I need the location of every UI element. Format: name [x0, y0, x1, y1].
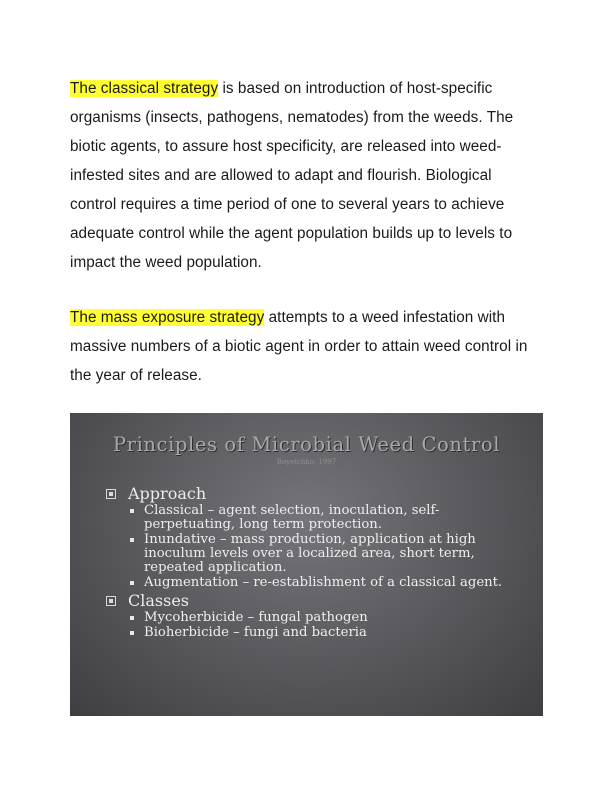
bullet-icon [130, 538, 134, 542]
section-heading-approach [106, 485, 526, 503]
list-item-text: Mycoherbicide – fungal pathogen [144, 610, 368, 625]
slide-image [70, 413, 543, 716]
square-bullet-icon [106, 596, 116, 606]
classical-strategy-text: is based on introduction of host-specific organisms (insects, pathogens, nematodes) from the weeds. The biotic agents, to assure host specificity, are released into weed-infested sites and are allowed to adapt and flourish. Biological control requires a time period of one to several years to achieve adequate control while the agent population builds up to levels to impact the weed population. [70, 80, 514, 271]
list-item-text: Augmentation – re-establishment of a classical agent. [144, 575, 503, 590]
list-item [106, 504, 526, 532]
list-item [106, 611, 526, 625]
section-heading-classes [106, 592, 526, 610]
list-item-text: Inundative – mass production, application at high inoculum levels over a localized area, short term, repeated application. [144, 532, 476, 575]
mass-exposure-paragraph [70, 303, 530, 390]
section-heading-label: Classes [128, 591, 189, 610]
list-item-text: Classical – agent selection, inoculation, self-perpetuating, long term protection. [144, 503, 440, 532]
section-heading-label: Approach [128, 484, 207, 503]
list-item [106, 626, 526, 640]
bullet-icon [130, 581, 134, 585]
list-item [106, 533, 526, 575]
classical-strategy-highlight: The classical strategy [70, 80, 219, 97]
list-item [106, 576, 526, 590]
mass-exposure-highlight: The mass exposure strategy [70, 309, 265, 326]
slide-bullet-list [106, 483, 526, 640]
slide-subtitle: Boyetchko, 1997 [276, 458, 337, 466]
mass-exposure-text: attempts to a weed infestation with massive numbers of a biotic agent in order to attain weed control in the year of release. [70, 309, 528, 384]
list-item-text: Bioherbicide – fungi and bacteria [144, 625, 367, 640]
bullet-icon [130, 509, 134, 513]
square-bullet-icon [106, 489, 116, 499]
bullet-icon [130, 631, 134, 635]
classical-strategy-paragraph [70, 74, 530, 277]
slide-title: Principles of Microbial Weed Control [112, 433, 501, 456]
bullet-icon [130, 616, 134, 620]
